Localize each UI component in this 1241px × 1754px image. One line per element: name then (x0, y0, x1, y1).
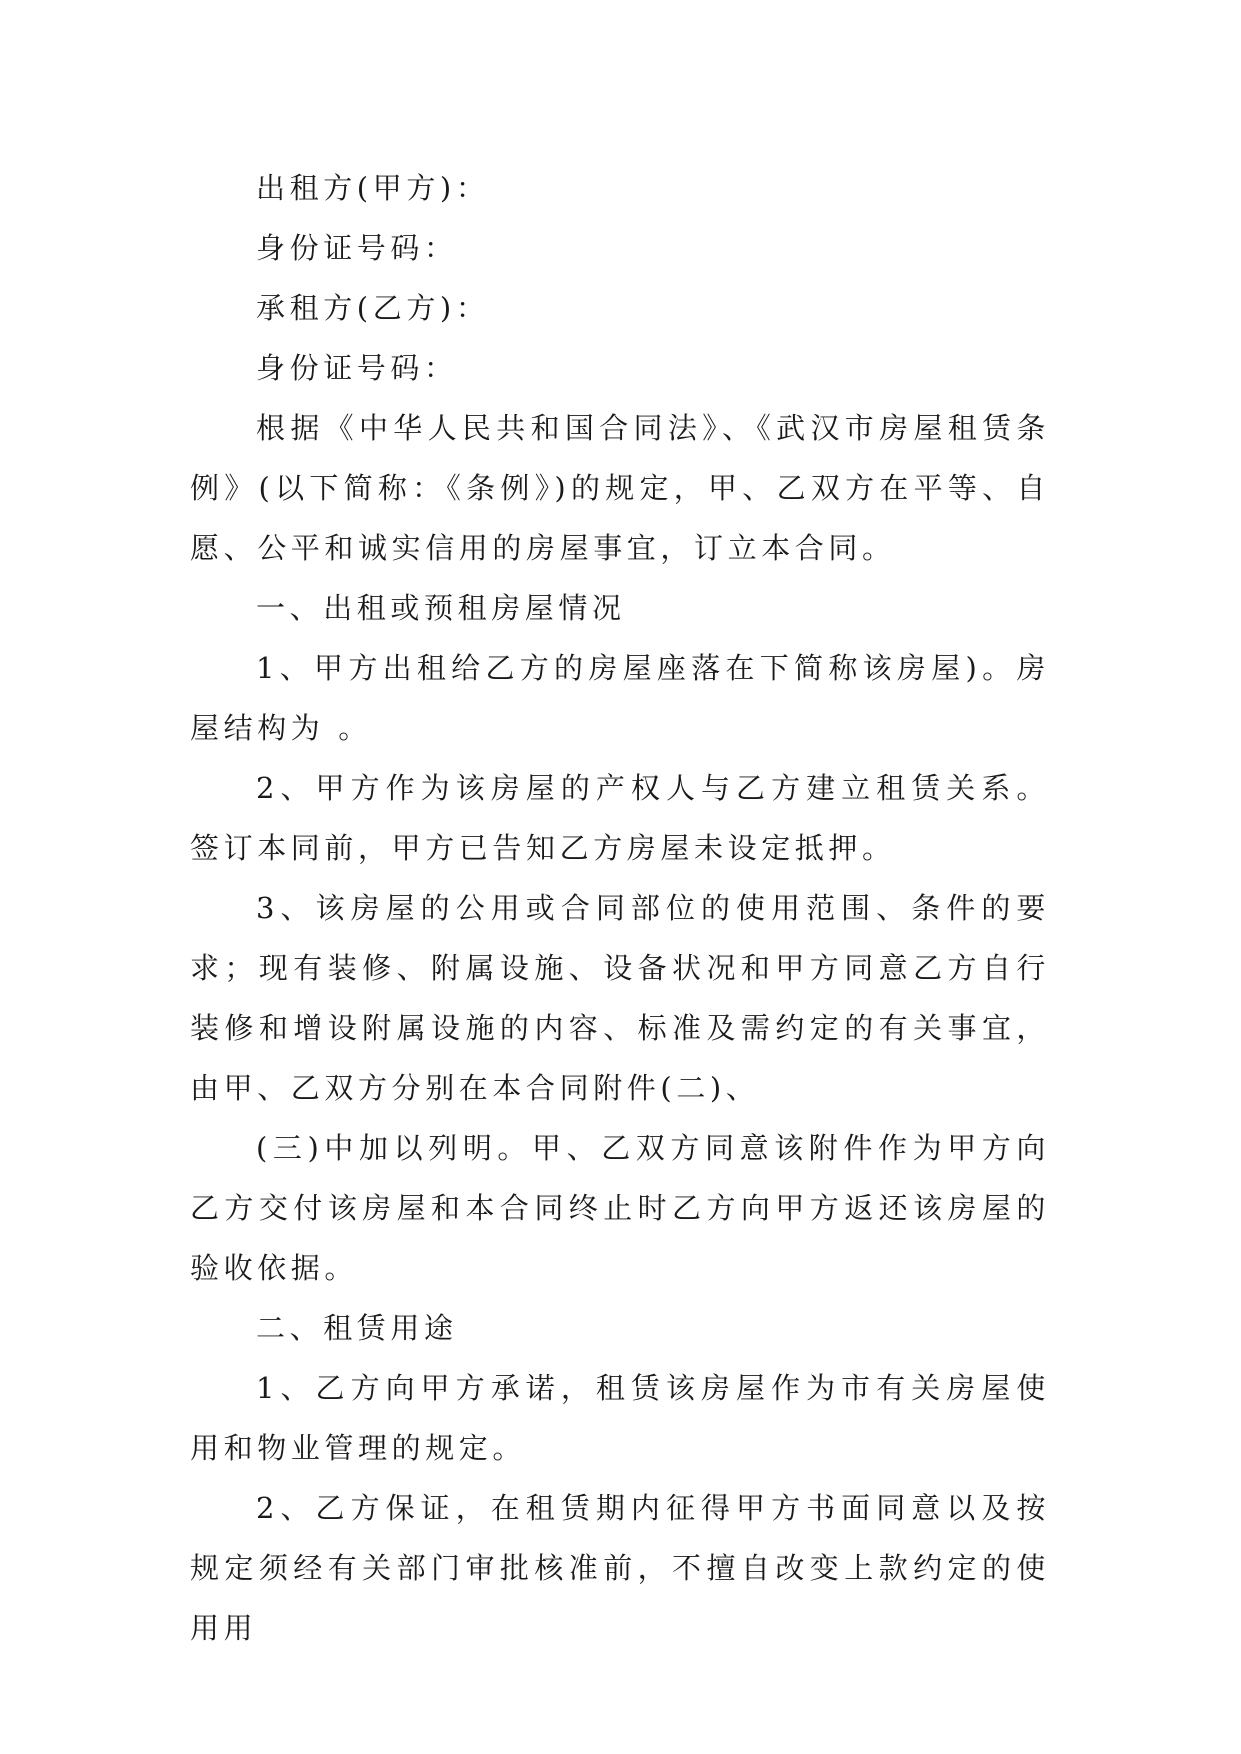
clause-2-1: 1、乙方向甲方承诺，租赁该房屋作为市有关房屋使用和物业管理的规定。 (190, 1371, 1050, 1465)
clause-1-2: 2、甲方作为该房屋的产权人与乙方建立租赁关系。签订本同前，甲方已告知乙方房屋未设定抵押。 (190, 771, 1050, 865)
clause-1-3-continued: (三)中加以列明。甲、乙双方同意该附件作为甲方向乙方交付该房屋和本合同终止时乙方向甲方返还该房屋的验收依据。 (190, 1131, 1050, 1285)
lessee-label: 承租方(乙方)： (256, 291, 490, 325)
lessor-id-label: 身份证号码： (256, 231, 458, 265)
lessor-label: 出租方(甲方)： (256, 171, 490, 205)
clause-1-3: 3、该房屋的公用或合同部位的使用范围、条件的要求；现有装修、附属设施、设备状况和甲方同意乙方自行装修和增设附属设施的内容、标准及需约定的有关事宜，由甲、乙双方分别在本合同附件(二)、 (190, 891, 1050, 1105)
preamble-paragraph: 根据《中华人民共和国合同法》、《武汉市房屋租赁条例》(以下简称：《条例》)的规定，甲、乙双方在平等、自愿、公平和诚实信用的房屋事宜，订立本合同。 (190, 411, 1050, 565)
section-heading-1: 一、出租或预租房屋情况 (256, 591, 626, 625)
lessee-id-label: 身份证号码： (256, 351, 458, 385)
clause-1-1: 1、甲方出租给乙方的房屋座落在下简称该房屋)。房屋结构为 。 (190, 651, 1050, 745)
section-heading-2: 二、租赁用途 (256, 1311, 458, 1345)
clause-2-2: 2、乙方保证，在租赁期内征得甲方书面同意以及按规定须经有关部门审批核准前，不擅自改变上款约定的使用用 (190, 1491, 1050, 1645)
document-body (190, 158, 1050, 1658)
